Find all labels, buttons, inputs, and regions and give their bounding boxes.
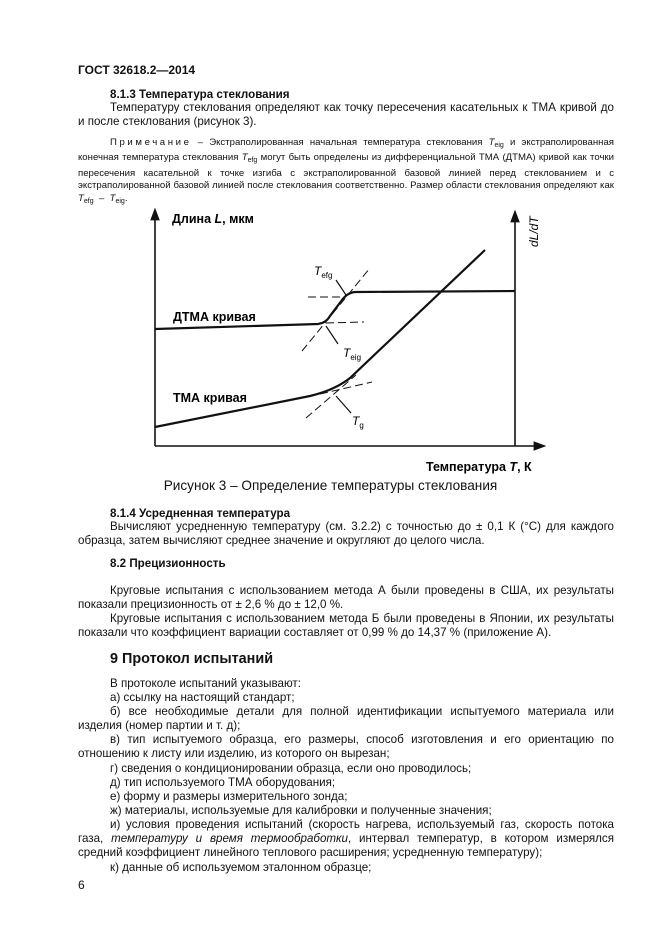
list-item-b: б) все необходимые детали для полной идентификации испытуемого материала или изделия (номер партии и т. д); [78, 705, 614, 733]
section-8-1-4-body: Вычисляют усредненную температуру (см. 3.2.2) с точностью до ± 0,1 К (°С) для каждого образца, затем вычисляют среднее значение и округляют до целого числа. [78, 520, 614, 548]
list-item-e: е) форму и размеры измерительного зонда; [110, 790, 348, 803]
y-axis-right-label: dL/dT [527, 216, 541, 247]
list-item-k: к) данные об используемом эталонном образце; [110, 861, 372, 874]
t-eig-label: $T_{eig}$ [343, 346, 362, 362]
tma-upper-tangent [306, 375, 356, 418]
figure-caption: Рисунок 3 – Определение температуры стеклования [163, 478, 498, 493]
t-efg-subscript-2: efg [83, 197, 94, 205]
t-eig-symbol-2: T [109, 192, 116, 204]
list-item-zh: ж) материалы, используемые для калибровки и полученные значения; [110, 804, 492, 817]
t-efg-subscript: efg [247, 157, 258, 165]
t-efg-pointer [336, 280, 346, 295]
note-text-4: – [93, 192, 110, 204]
list-item-g: г) сведения о кондиционировании образца, если оно проводилось; [110, 762, 472, 775]
section-8-1-4-title: 8.1.4 Усредненная температура [110, 507, 291, 520]
t-g-label: $T_g$ [352, 414, 364, 430]
y-axis-left-label: Длина L, мкм [172, 212, 254, 226]
dtma-curve-label: ДТМА кривая [173, 310, 256, 324]
list-item-a: а) ссылку на настоящий стандарт; [110, 691, 295, 704]
list-item-i-text-2: , интервал температур, в котором измерялся средний коэффициент линейного теплового расширения; усредненную температуру); [78, 832, 615, 860]
t-eig-symbol: T [488, 137, 495, 148]
section-9-title: 9 Протокол испытаний [110, 651, 274, 667]
section-8-1-3-body: Температуру стеклования определяют как точку пересечения касательных к ТМА кривой до и после стеклования (рисунок 3). [78, 101, 614, 129]
list-item-i-italic: температуру и время термообработки [111, 832, 348, 846]
note-text-3: могут быть определены из дифференциальной ТМА (ДТМА) кривой как точки пересечения касательной к точке изгиба с экстраполированной базовой линией перед стеклованием и с экстраполированной базовой линией после стеклования соответственно. Размер области стеклования определяют как [78, 152, 614, 192]
note-text-2: и экстраполированная конечная температура стеклования [78, 137, 615, 164]
section-8-2-paragraph-2: Круговые испытания с использованием метода Б были проведены в Японии, их результаты показали что коэффициент вариации составляет от 0,99 % до 14,37 % (приложение А). [78, 612, 614, 640]
note-dash: – [191, 137, 210, 148]
t-efg-label: $T_{efg}$ [314, 264, 333, 280]
x-axis-label: Температура T, К [426, 460, 532, 474]
tma-curve-label: ТМА кривая [173, 391, 247, 405]
page-number: 6 [78, 878, 85, 892]
t-g-pointer [336, 396, 351, 413]
note-label: Примечание [110, 137, 192, 148]
t-efg-symbol-2: T [78, 192, 84, 204]
section-9-intro: В протоколе испытаний указывают: [110, 677, 301, 690]
list-item-d: д) тип используемого ТМА оборудования; [110, 776, 336, 789]
note-text-5: . [124, 192, 128, 204]
section-8-1-3-title: 8.1.3 Температура стеклования [110, 88, 290, 101]
list-item-i-text-1: и) условия проведения испытаний (скорость нагрева, используемый газ, скорость потока газа, [78, 818, 614, 846]
t-eig-subscript-2: eig [115, 197, 125, 205]
document-id: ГОСТ 32618.2—2014 [78, 63, 196, 77]
section-8-2-title: 8.2 Прецизионность [110, 557, 226, 570]
dtma-lower-tangent [326, 322, 364, 323]
t-eig-pointer [326, 326, 338, 344]
list-item-i [78, 818, 614, 861]
list-item-v: в) тип испытуемого образца, его размеры, способ изготовления и его ориентацию по отношению к листу или изделию, из которого он вырезан; [78, 733, 614, 761]
note-text-1: Экстраполированная начальная температура стеклования [209, 137, 489, 148]
t-efg-symbol: T [241, 152, 248, 164]
t-eig-subscript: eig [494, 142, 504, 149]
section-8-2-paragraph-1: Круговые испытания с использованием метода А были проведены в США, их результаты показали прецизионность от ± 2,6 % до ± 12,0 %. [78, 584, 614, 612]
